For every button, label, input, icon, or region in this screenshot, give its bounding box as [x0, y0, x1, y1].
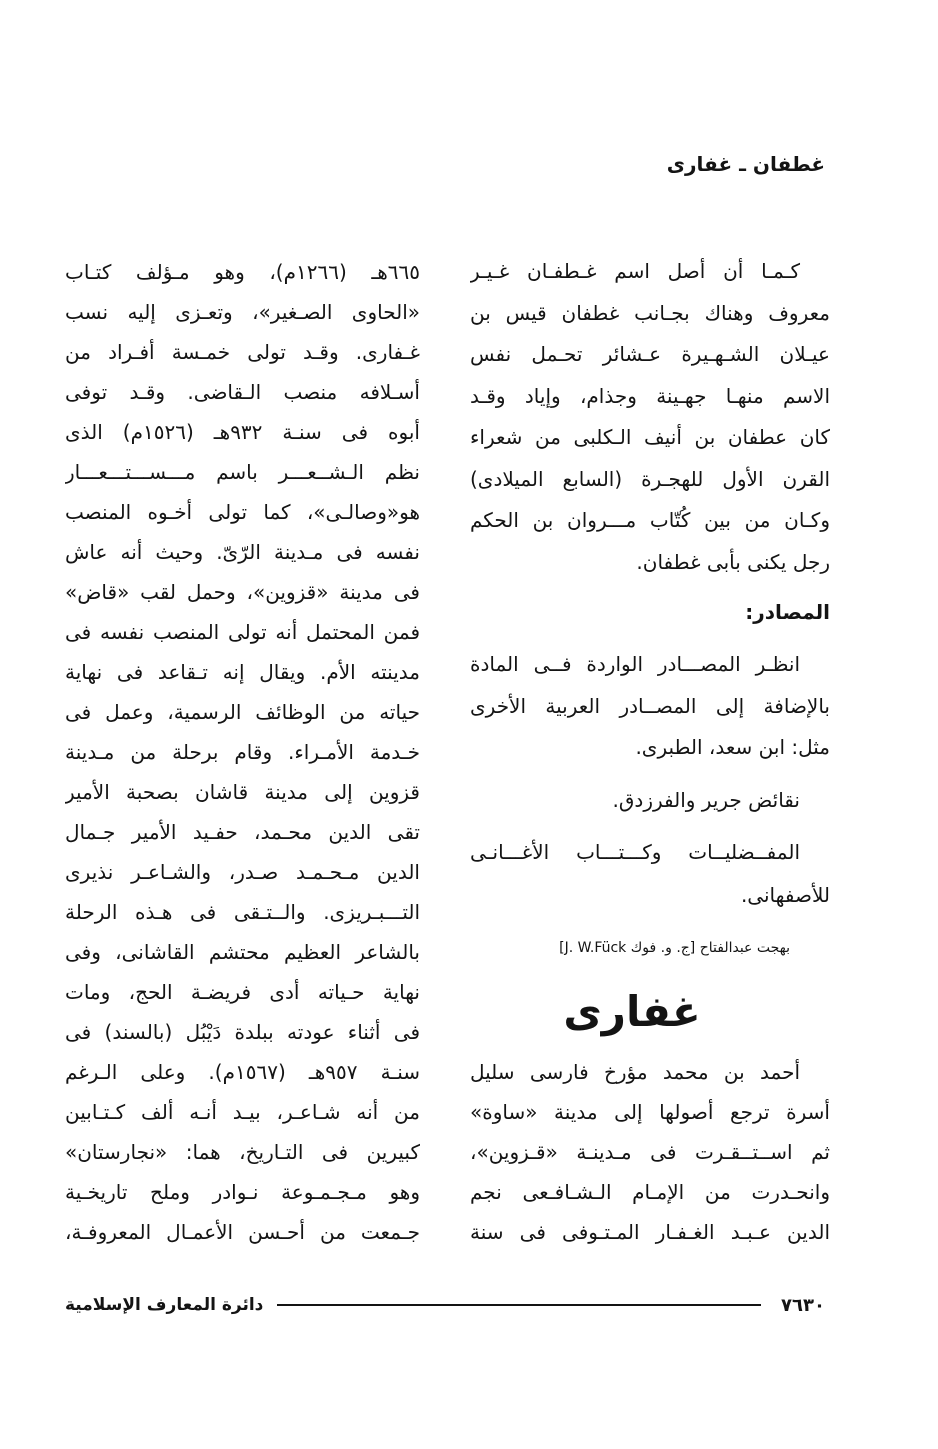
- sources-paragraph-1: [470, 644, 830, 769]
- text-line: سنـة ٩٥٧هـ (١٥٦٧م). وعلى الـرغم: [65, 1060, 420, 1084]
- author-attribution: بهجت عبدالفتاح [ج. و. فوك J. W.Fück]: [559, 940, 790, 956]
- text-line: الدين مـحـمـد صـدر، والشـاعـر نذيرى: [65, 860, 420, 884]
- text-line: الدين عـبـد الغـفـار المـتـوفى فى سنة: [470, 1220, 830, 1244]
- text-line: أسرة ترجع أصولها إلى مدينة «ساوة»: [470, 1100, 830, 1124]
- text-line: جـمعت من أحـسن الأعمـال المعروفـة،: [65, 1220, 420, 1244]
- left-column: [65, 252, 420, 1252]
- article-paragraph: [470, 1052, 830, 1252]
- text-line: معروف وهناك بجـانب غطفان قيس بن: [470, 300, 830, 325]
- text-line: فمن المحتمل أنه تولى المنصب نفسه فى: [65, 620, 420, 644]
- text-line: كبيرين فى التـاريخ، هما: «نجارستان»: [65, 1140, 420, 1164]
- sources-paragraph-2: [470, 780, 830, 822]
- text-line: ثم اســتــقـرت فى مـدينـة «قـزوين»،: [470, 1140, 830, 1164]
- page-number: ٧٦٣٠: [781, 1294, 825, 1316]
- text-line: عيـلان الشـهـيرة عـشائر تحـمل نفس: [470, 342, 830, 366]
- text-line: وهو مـجـمـوعة نـوادر وملح تاريخـية: [65, 1180, 420, 1204]
- sources-heading: المصادر:: [745, 600, 830, 624]
- text-line: أبوه فى سنـة ٩٣٢هـ (١٥٢٦م) الذى: [65, 420, 420, 444]
- text-line: غـفارى. وقـد تولى خمـسة أفـراد من: [65, 340, 420, 364]
- article-title: غفارى: [563, 987, 701, 1036]
- text-line: كـمـا أن أصل اسم غـطفـان غـيـر: [470, 259, 800, 283]
- text-line: انظـر المصـــادر الواردة فــى المادة: [470, 652, 800, 676]
- text-line: مدينته الأم. ويقال إنه تـقاعد فى نهاية: [65, 660, 420, 684]
- text-line: هو«وصالـى»، كما تولى أخـوه المنصب: [65, 500, 420, 524]
- text-line: خـدمة الأمـراء. وقام برحلة من مـدينة: [65, 740, 420, 764]
- page-footer: [65, 1288, 825, 1322]
- text-line: للأصفهانى.: [740, 883, 830, 907]
- text-line: وانحـدرت من الإمـام الـشـافـعى نجم: [470, 1180, 830, 1204]
- text-line: التـــبـريزى. والــتـقى فى هـذه الرحلة: [65, 900, 420, 924]
- text-line: أسـلافه منصب الـقاضى. وقـد توفى: [65, 380, 420, 404]
- text-line: القرن الأول للهجـرة (السابع الميلادى): [470, 466, 830, 491]
- text-line: ٦٦٥هـ (١٢٦٦م)، وهو مـؤلف كتـاب: [65, 260, 420, 284]
- text-line: نقائض جرير والفرزدق.: [612, 787, 800, 812]
- text-line: فى مدينة «قزوين»، وحمل لقب «قاض»: [65, 580, 420, 604]
- text-line: رجل يكنى بأبى غطفان.: [636, 549, 830, 574]
- text-line: حياته من الوظائف الرسمية، وعمل فى: [65, 700, 420, 724]
- footer-rule: [277, 1304, 761, 1306]
- text-line: مثل: ابن سعد، الطبرى.: [635, 735, 830, 759]
- text-line: نفسه فى مـدينة الرّىّ. وحيث أنه عاش: [65, 540, 420, 564]
- text-line: من أنه شـاعـر، بيـد أنـه ألف كـتـابين: [65, 1100, 420, 1124]
- text-line: بالإضافة إلى المصــادر العربية الأخرى: [470, 693, 830, 718]
- text-line: «الحاوى الصـغير»، وتعـزى إليه نسب: [65, 300, 420, 324]
- right-paragraph-1: [470, 251, 830, 583]
- text-line: قزوين إلى مدينة قاشان بصحبة الأمير: [65, 780, 420, 804]
- text-line: تقى الدين محـمد، حفـيد الأمير جـمال: [65, 820, 420, 844]
- text-line: نهاية حـياته أدى فريضـة الحج، ومات: [65, 980, 420, 1004]
- running-title: غطفان ـ غفارى: [666, 152, 825, 176]
- text-line: الاسم منهـا جهـينة وجذام، وإياد وقـد: [470, 383, 830, 408]
- text-line: أحمد بن محمد مؤرخ فارسى سليل: [470, 1060, 800, 1084]
- text-line: بالشاعر العظيم محتشم القاشانى، وفى: [65, 940, 420, 964]
- text-line: نظم الـشــعـــر باسم مـــســـتـــعـــار: [65, 460, 420, 484]
- publication-name: دائرة المعارف الإسلامية: [65, 1295, 264, 1315]
- text-line: وكـان من بين كُتّاب مـــروان بن الحكم: [470, 508, 830, 532]
- text-line: المفــضليــات وكـــتـــاب الأغـــانـى: [470, 840, 800, 864]
- text-line: فى أثناء عودته ببلدة دَيْبُل (بالسند) فى: [65, 1020, 420, 1044]
- text-line: كان عطفان بن أنيف الـكلبى من شعراء: [470, 425, 830, 449]
- sources-paragraph-3: [470, 831, 830, 917]
